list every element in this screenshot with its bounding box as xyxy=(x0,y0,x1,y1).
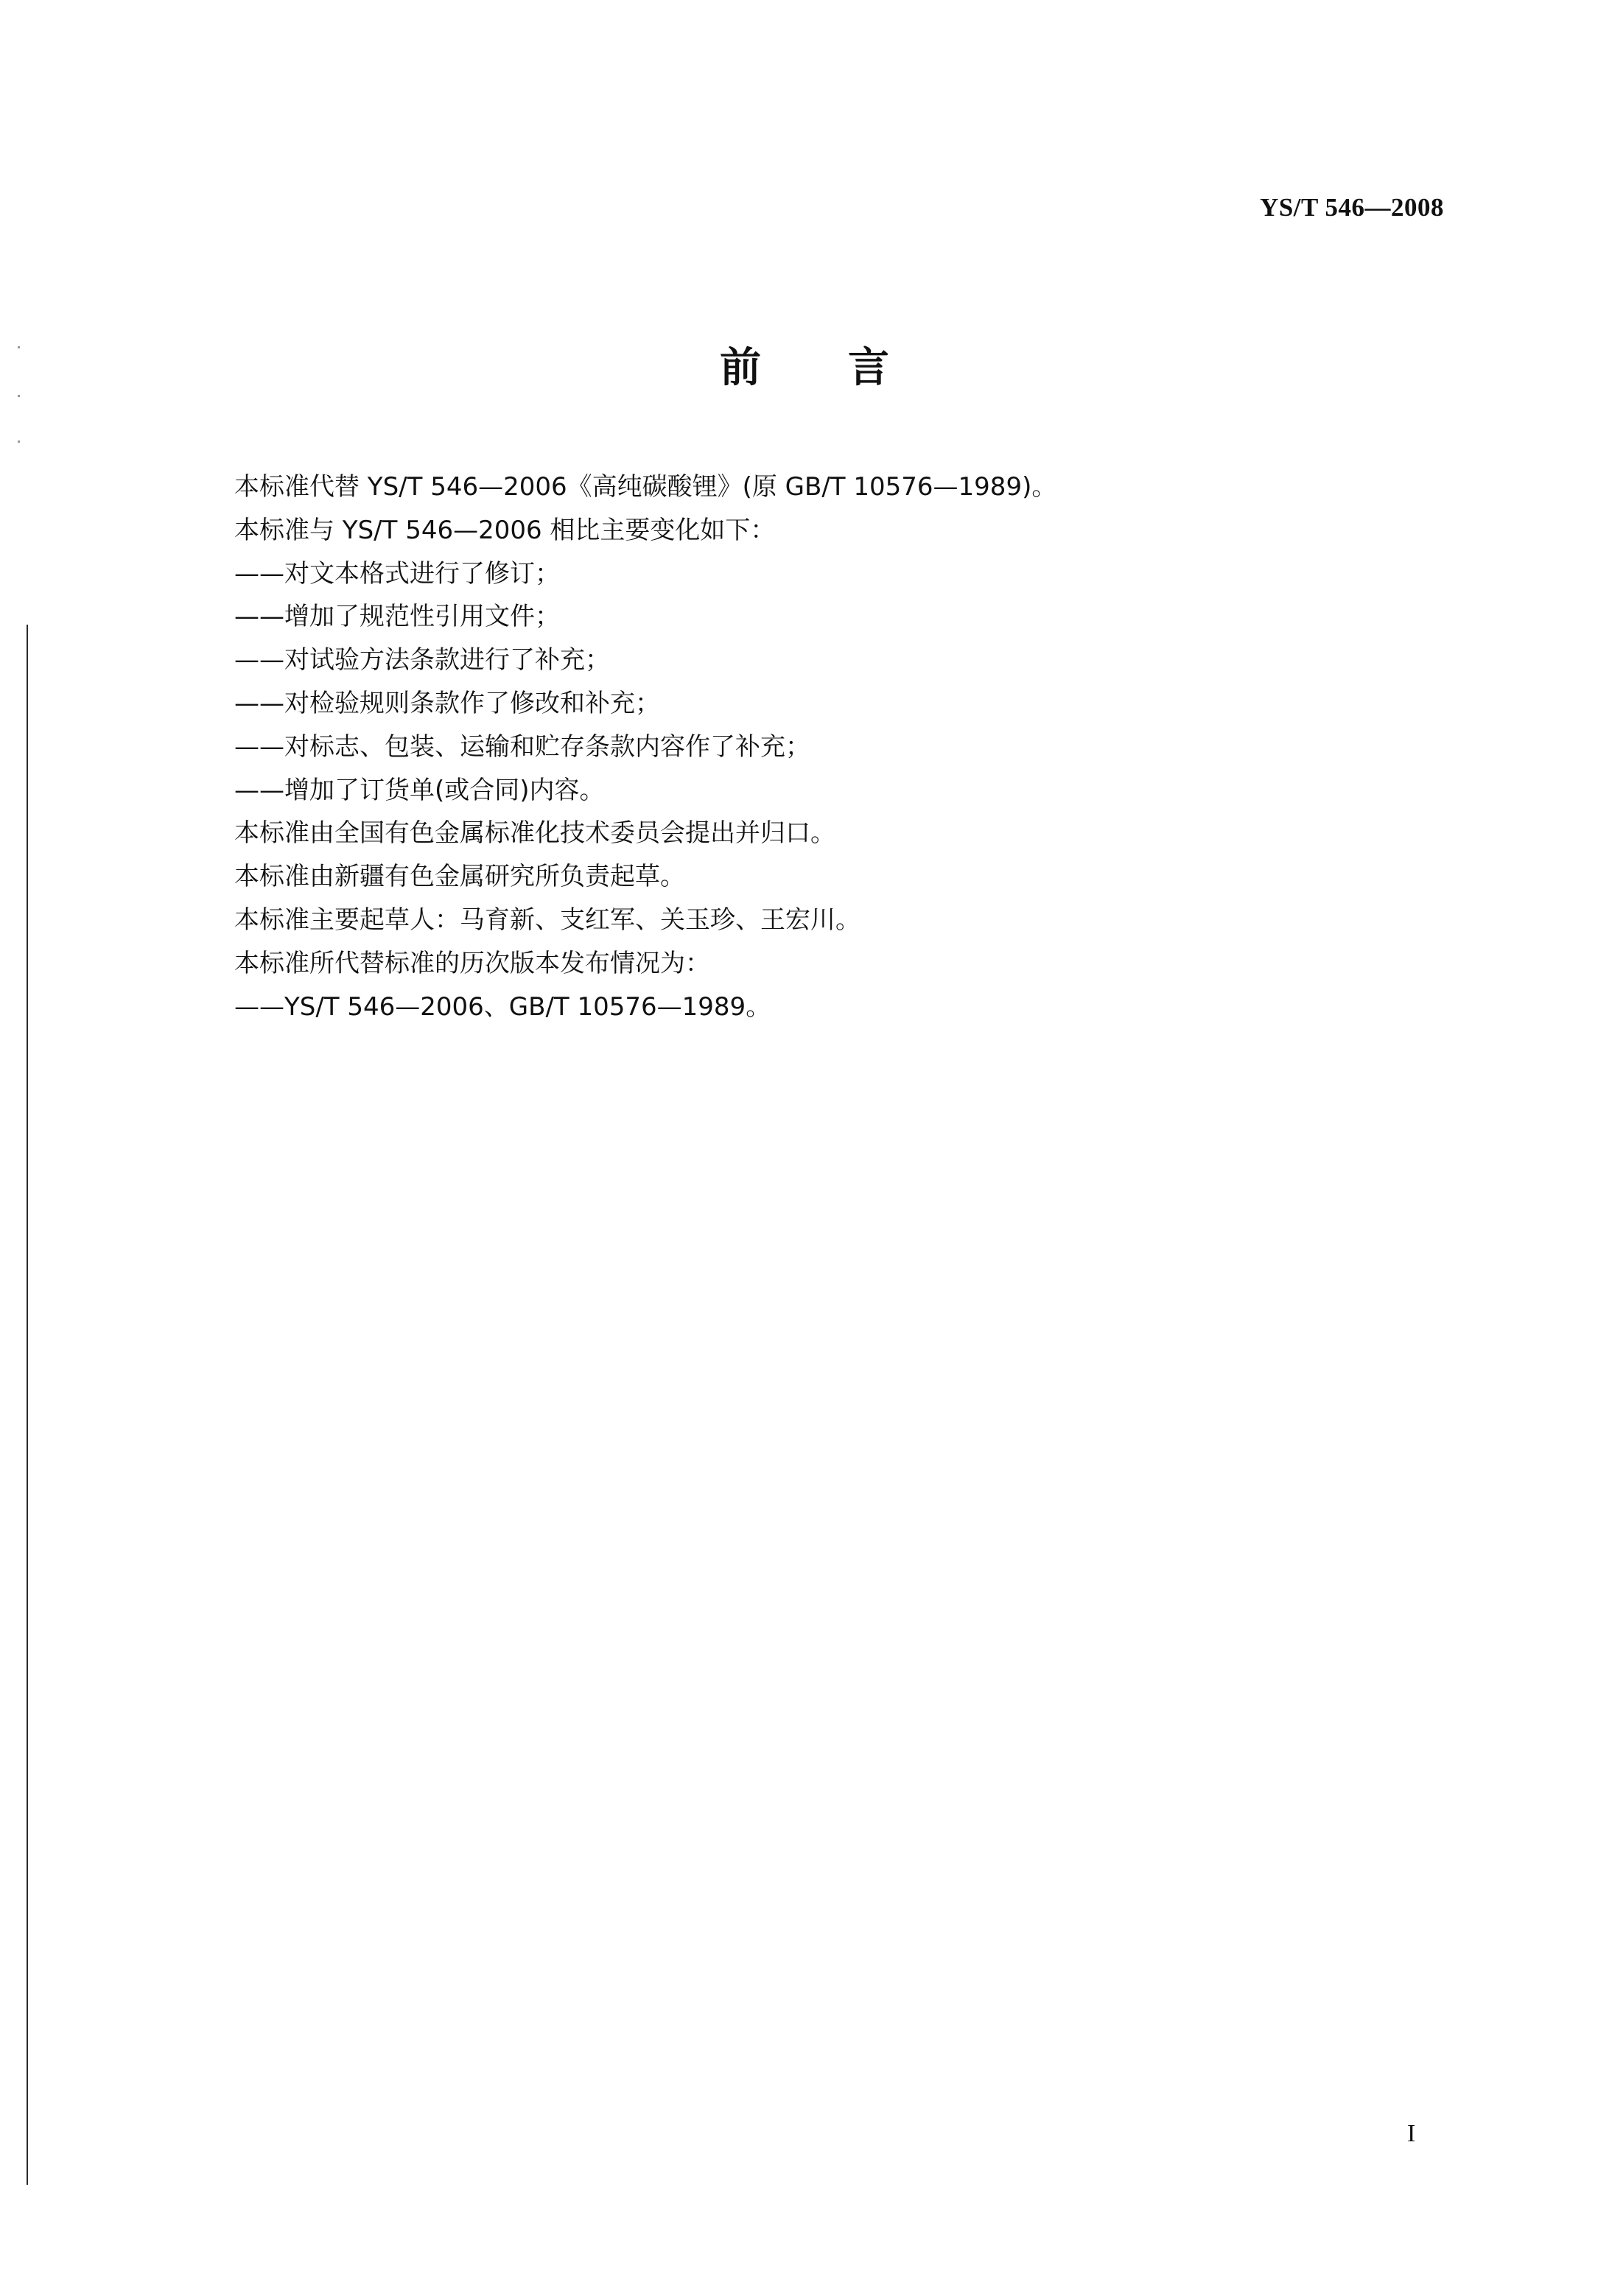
list-item-change: ——对检验规则条款作了修改和补充； xyxy=(234,688,660,718)
page-number: I xyxy=(1407,2120,1416,2147)
paragraph-history-intro: 本标准所代替标准的历次版本发布情况为： xyxy=(234,948,710,978)
paragraph-proposed-by: 本标准由全国有色金属标准化技术委员会提出并归口。 xyxy=(234,818,835,849)
scan-speck xyxy=(18,395,20,397)
page-title: 前言 xyxy=(720,344,976,392)
scan-speck xyxy=(18,440,20,443)
list-item-change: ——增加了规范性引用文件； xyxy=(234,602,560,632)
paragraph-drafted-by: 本标准由新疆有色金属研究所负责起草。 xyxy=(234,862,685,892)
standard-code: YS/T 546—2008 xyxy=(1260,193,1444,222)
paragraph-changes-intro: 本标准与 YS/T 546—2006 相比主要变化如下： xyxy=(234,515,776,545)
list-item-change: ——对标志、包装、运输和贮存条款内容作了补充； xyxy=(234,731,810,762)
list-item-change: ——增加了订货单(或合同)内容。 xyxy=(234,775,605,805)
foreword-body xyxy=(234,466,1457,1028)
list-item-change: ——对文本格式进行了修订； xyxy=(234,558,560,589)
scan-edge-line xyxy=(27,625,28,2185)
paragraph-drafters: 本标准主要起草人：马育新、支红军、关玉珍、王宏川。 xyxy=(234,905,860,935)
paragraph-replaces: 本标准代替 YS/T 546—2006《高纯碳酸锂》(原 GB/T 10576—1989)。 xyxy=(234,472,1057,502)
list-item-history: ——YS/T 546—2006、GB/T 10576—1989。 xyxy=(234,991,771,1022)
list-item-change: ——对试验方法条款进行了补充； xyxy=(234,645,610,675)
